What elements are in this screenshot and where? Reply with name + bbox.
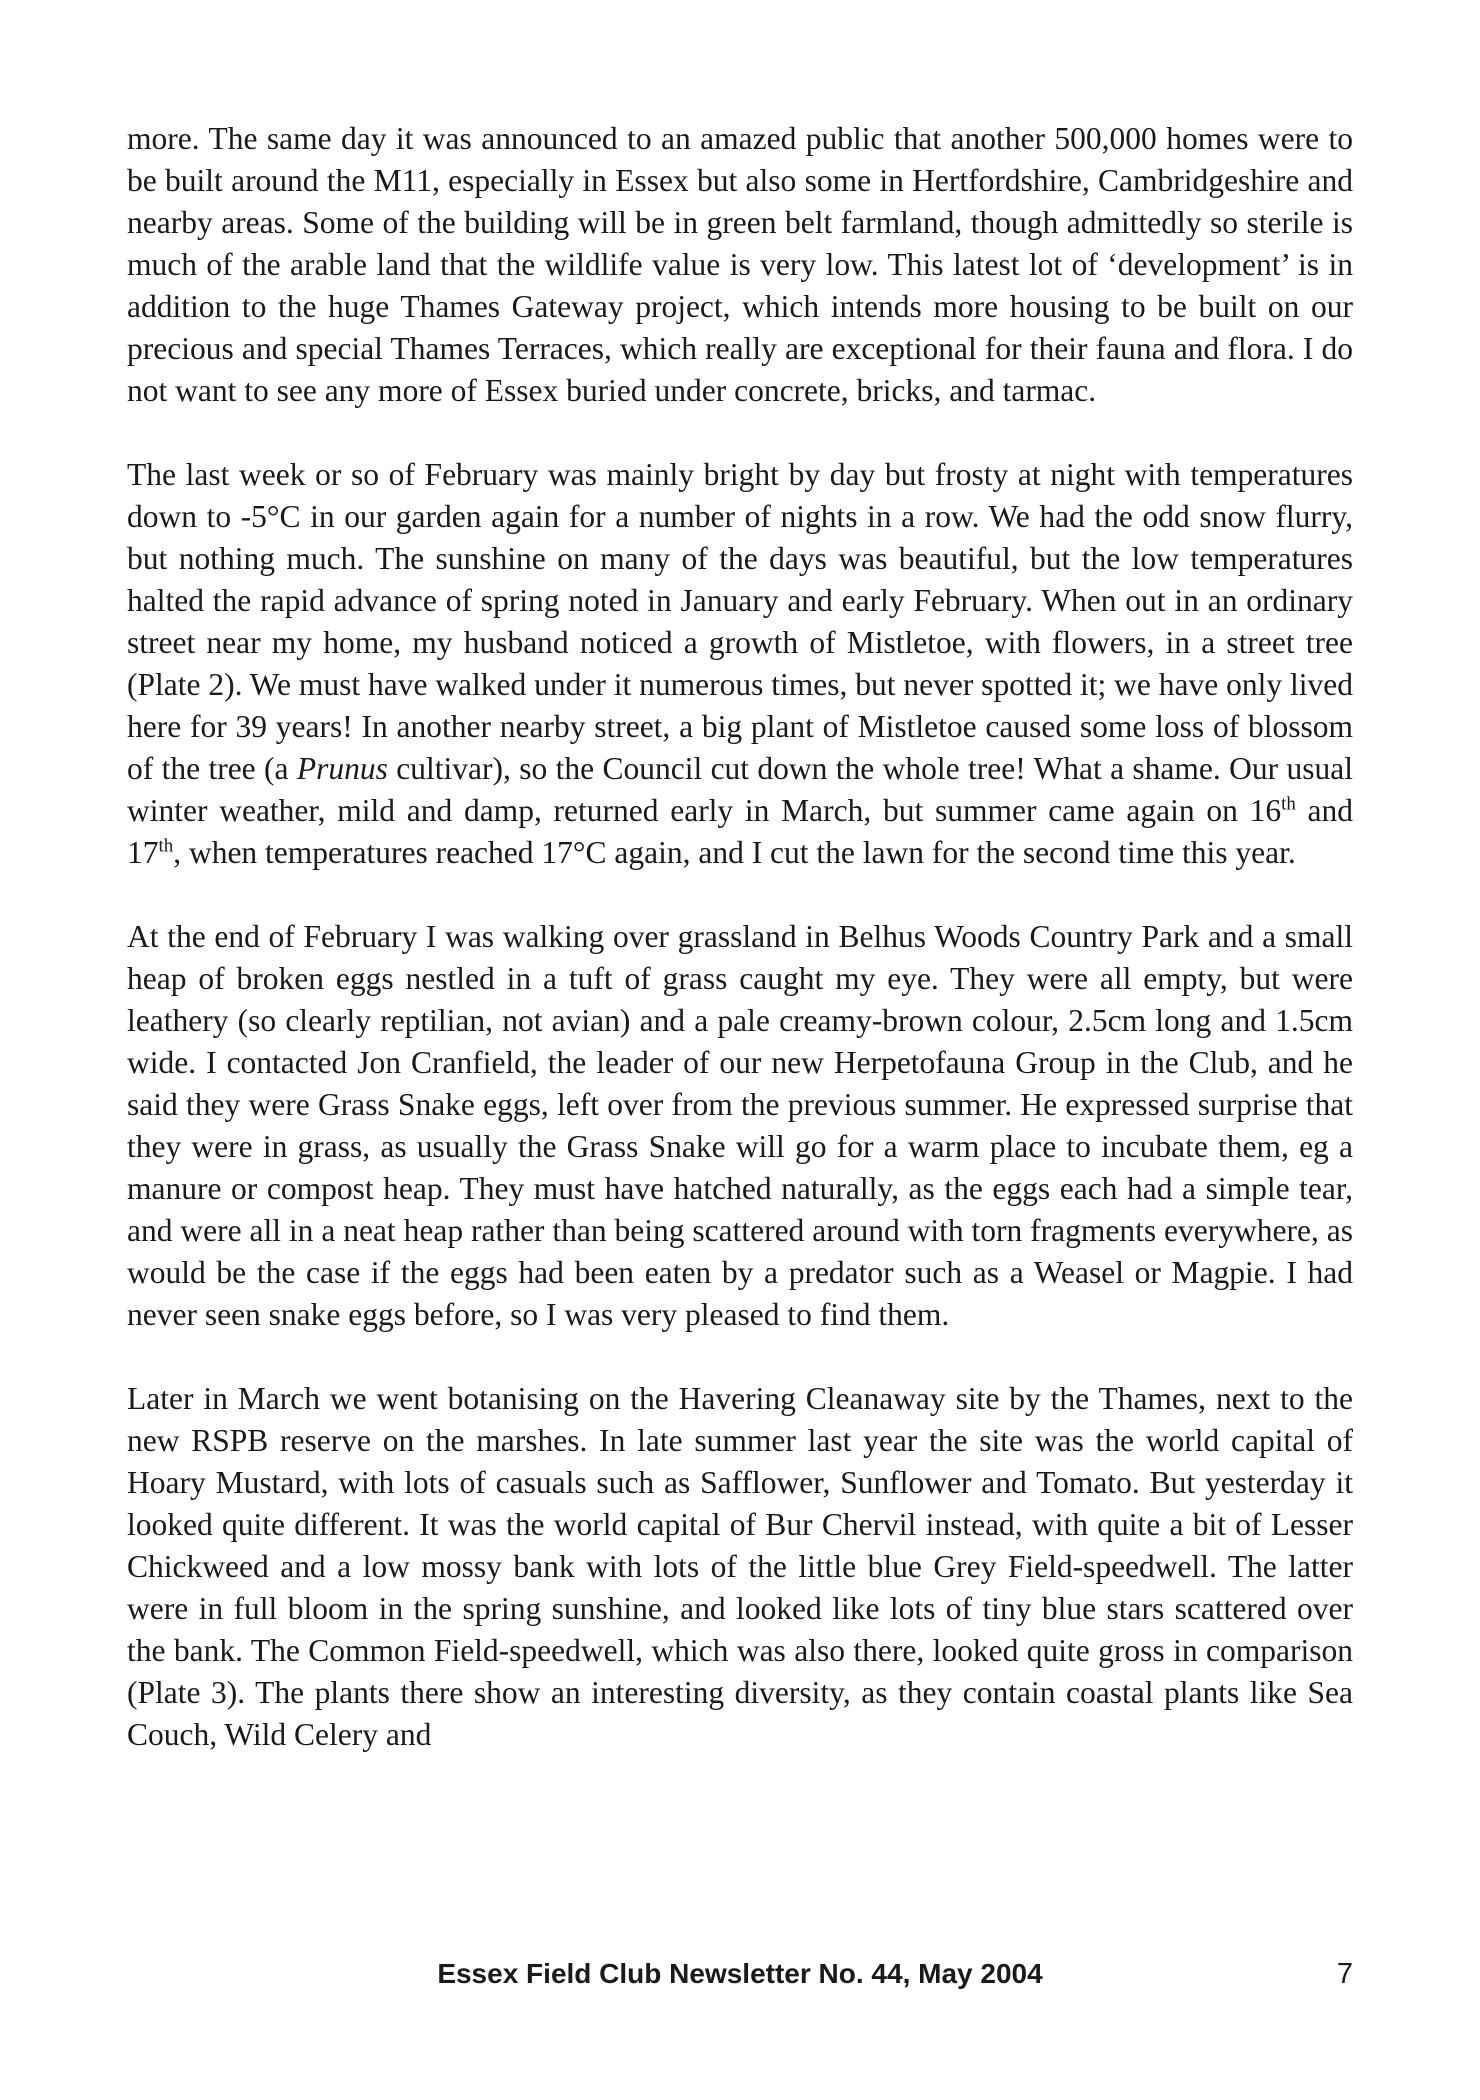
ordinal-suffix: th [1281,793,1296,815]
text-run: At the end of February I was walking over grassland in Belhus Woods Country Park and a small heap of broken eggs nestled in a tuft of grass caught my eye. They were all empty, but were leathery (so clearly reptilian, not avian) and a pale creamy-brown colour, 2.5cm long and 1.5cm wide. I contacted Jon Cranfield, the leader of our new Herpetofauna Group in the Club, and he said they were Grass Snake eggs, left over from the previous summer. He expressed surprise that they were in grass, as usually the Grass Snake will go for a warm place to incubate them, eg a manure or compost heap. They must have hatched naturally, as the eggs each had a simple tear, and were all in a neat heap rather than being scattered around with torn fragments everywhere, as would be the case if the eggs had been eaten by a predator such as a Weasel or Magpie. I had never seen snake eggs before, so I was very pleased to find them. [127,919,1353,1332]
text-run: Later in March we went botanising on the Havering Cleanaway site by the Thames, next to the new RSPB reserve on the marshes. In late summer last year the site was the world capital of Hoary Mustard, with lots of casuals such as Safflower, Sunflower and Tomato. But yesterday it looked quite different. It was the world capital of Bur Chervil instead, with quite a bit of Lesser Chickweed and a low mossy bank with lots of the little blue Grey Field-speedwell. The latter were in full bloom in the spring sunshine, and looked like lots of tiny blue stars scattered over the bank. The Common Field-speedwell, which was also there, looked quite gross in comparison (Plate 3). The plants there show an interesting diversity, as they contain coastal plants like Sea Couch, Wild Celery and [127,1381,1353,1752]
text-run: more. The same day it was announced to an amazed public that another 500,000 homes were to be built around the M11, especially in Essex but also some in Hertfordshire, Cambridgeshire and nearby areas. Some of the building will be in green belt farmland, though admittedly so sterile is much of the arable land that the wildlife value is very low. This latest lot of ‘development’ is in addition to the huge Thames Gateway project, which intends more housing to be built on our precious and special Thames Terraces, which really are exceptional for their fauna and flora. I do not want to see any more of Essex buried under concrete, bricks, and tarmac. [127,121,1353,408]
paragraph-1 [127,118,1353,412]
page-number: 7 [1336,1958,1353,1990]
species-name-italic: Prunus [296,751,388,786]
article-body [127,118,1353,1756]
ordinal-suffix: th [158,835,174,857]
paragraph-2 [127,454,1353,874]
text-run: and 17 [127,793,1354,870]
paragraph-3 [127,916,1353,1336]
text-run: , when temperatures reached 17°C again, and I cut the lawn for the second time this year. [173,835,1296,870]
newsletter-footer-title: Essex Field Club Newsletter No. 44, May 2004 [437,1958,1043,1989]
text-run: The last week or so of February was mainly bright by day but frosty at night with temperatures down to -5°C in our garden again for a number of nights in a row. We had the odd snow flurry, but nothing much. The sunshine on many of the days was beautiful, but the low temperatures halted the rapid advance of spring noted in January and early February. When out in an ordinary street near my home, my husband noticed a growth of Mistletoe, with flowers, in a street tree (Plate 2). We must have walked under it numerous times, but never spotted it; we have only lived here for 39 years! In another nearby street, a big plant of Mistletoe caused some loss of blossom of the tree (a [127,457,1353,786]
text-run: cultivar), so the Council cut down the whole tree! What a shame. Our usual winter weather, mild and damp, returned early in March, but summer came again on 16 [127,751,1353,828]
paragraph-4 [127,1378,1353,1756]
